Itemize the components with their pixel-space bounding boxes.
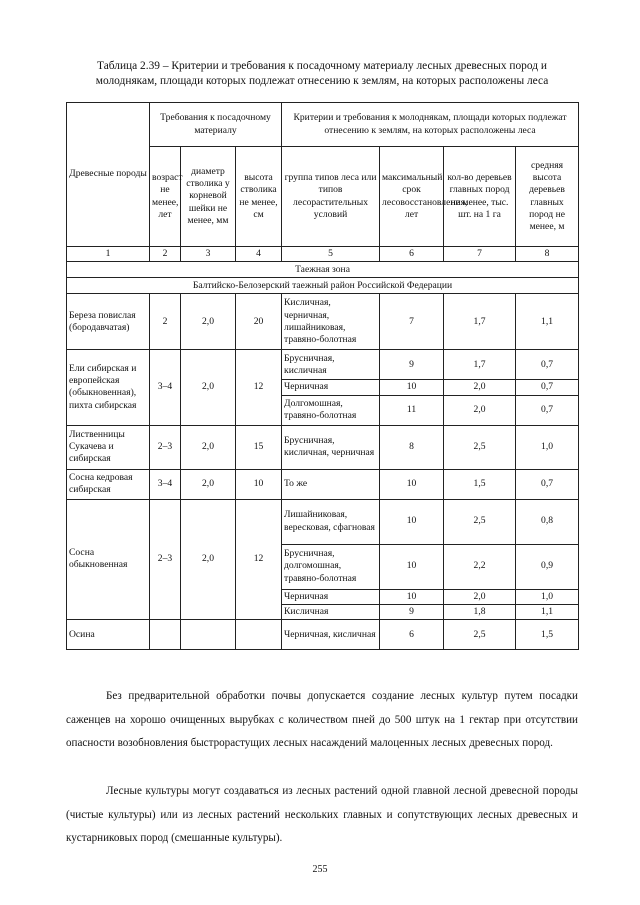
period-cell: 10 (380, 589, 444, 604)
period-cell: 10 (380, 544, 444, 589)
avg-height-cell: 0,7 (516, 469, 579, 499)
period-cell: 10 (380, 380, 444, 395)
period-cell: 8 (380, 425, 444, 469)
forest-type-cell: Черничная, кисличная (282, 620, 380, 650)
species-cell: Сосна кедровая сибирская (67, 469, 150, 499)
paragraph-text: Лесные культуры могут создаваться из лесных растений одной главной лесной древесной породы (чистые культуры) или из лесных растений нескольких главных и сопутствующих лесных древесных и кустарниковых пород (смешанные культуры). (66, 785, 578, 844)
height-cell: 15 (236, 425, 282, 469)
column-number: 7 (444, 247, 516, 262)
species-cell: Лиственницы Сукачева и сибирская (67, 425, 150, 469)
avg-height-cell: 0,9 (516, 544, 579, 589)
height-cell: 12 (236, 350, 282, 425)
header-max-period: максимальный срок лесовосстановления, лет (380, 147, 444, 247)
column-number: 2 (150, 247, 181, 262)
count-cell: 2,5 (444, 425, 516, 469)
header-diameter: диаметр стволика у корневой шейки не менее, мм (181, 147, 236, 247)
avg-height-cell: 0,7 (516, 380, 579, 395)
height-cell: 20 (236, 294, 282, 350)
diameter-cell: 2,0 (181, 469, 236, 499)
period-cell: 11 (380, 395, 444, 425)
species-cell: Сосна обыкновенная (67, 499, 150, 620)
period-cell: 9 (380, 350, 444, 380)
avg-height-cell: 1,0 (516, 425, 579, 469)
height-cell: 12 (236, 499, 282, 620)
count-cell: 2,5 (444, 499, 516, 544)
age-cell: 2 (150, 294, 181, 350)
forest-type-cell: Долгомошная, травяно-болотная (282, 395, 380, 425)
avg-height-cell: 1,1 (516, 604, 579, 619)
paragraph-text: Без предварительной обработки почвы допускается создание лесных культур путем посадки саженцев на хорошо очищенных вырубках с количеством пней до 500 штук на 1 гектар при отсутствии опасности возобновления быстрорастущих лесных насаждений малоценных лесных древесных пород. (66, 690, 578, 749)
forest-type-cell: Лишайниковая, вересковая, сфагновая (282, 499, 380, 544)
header-age: возраст не менее, лет (150, 147, 181, 247)
age-cell: 3–4 (150, 350, 181, 425)
zone-row: Таежная зона (67, 262, 579, 278)
period-cell: 6 (380, 620, 444, 650)
avg-height-cell: 0,7 (516, 350, 579, 380)
paragraph (66, 685, 578, 756)
column-number: 5 (282, 247, 380, 262)
count-cell: 2,0 (444, 380, 516, 395)
header-height: высота стволика не менее, см (236, 147, 282, 247)
page-number: 255 (312, 864, 328, 875)
height-cell (236, 620, 282, 650)
paragraph (66, 780, 578, 851)
period-cell: 9 (380, 604, 444, 619)
avg-height-cell: 1,1 (516, 294, 579, 350)
height-cell: 10 (236, 469, 282, 499)
diameter-cell: 2,0 (181, 425, 236, 469)
forest-type-cell: Черничная (282, 380, 380, 395)
diameter-cell (181, 620, 236, 650)
forest-type-cell: То же (282, 469, 380, 499)
column-number: 4 (236, 247, 282, 262)
forest-type-cell: Брусничная, кисличная, черничная (282, 425, 380, 469)
period-cell: 7 (380, 294, 444, 350)
avg-height-cell: 0,8 (516, 499, 579, 544)
column-number: 1 (67, 247, 150, 262)
diameter-cell: 2,0 (181, 294, 236, 350)
avg-height-cell: 1,5 (516, 620, 579, 650)
column-number: 3 (181, 247, 236, 262)
count-cell: 1,8 (444, 604, 516, 619)
diameter-cell: 2,0 (181, 499, 236, 620)
age-cell: 3–4 (150, 469, 181, 499)
criteria-table (66, 102, 579, 650)
age-cell: 2–3 (150, 499, 181, 620)
table-caption: Таблица 2.39 – Критерии и требования к посадочному материалу лесных древесных пород и молоднякам, площади которых подлежат отнесению к землям, на которых расположены леса (95, 60, 549, 87)
species-cell: Осина (67, 620, 150, 650)
column-numbers-row (67, 247, 579, 262)
count-cell: 1,7 (444, 350, 516, 380)
diameter-cell: 2,0 (181, 350, 236, 425)
column-number: 8 (516, 247, 579, 262)
forest-type-cell: Кисличная, черничная, лишайниковая, травяно-болотная (282, 294, 380, 350)
count-cell: 2,0 (444, 395, 516, 425)
avg-height-cell: 0,7 (516, 395, 579, 425)
header-avg-height: средняя высота деревьев главных пород не менее, м (516, 147, 579, 247)
header-trees-count: кол-во деревьев главных пород не менее, тыс. шт. на 1 га (444, 147, 516, 247)
count-cell: 2,2 (444, 544, 516, 589)
species-cell: Береза повислая (бородавчатая) (67, 294, 150, 350)
period-cell: 10 (380, 499, 444, 544)
header-forest-type: группа типов леса или типов лесорастительных условий (282, 147, 380, 247)
forest-type-cell: Черничная (282, 589, 380, 604)
header-species: Древесные породы (67, 103, 150, 247)
forest-type-cell: Брусничная, долгомошная, травяно-болотная (282, 544, 380, 589)
header-planting-material: Требования к посадочному материалу (150, 103, 282, 147)
species-cell: Ели сибирская и европейская (обыкновенная), пихта сибирская (67, 350, 150, 425)
avg-height-cell: 1,0 (516, 589, 579, 604)
count-cell: 2,0 (444, 589, 516, 604)
region-row: Балтийско-Белозерский таежный район Российской Федерации (67, 278, 579, 294)
age-cell (150, 620, 181, 650)
count-cell: 1,7 (444, 294, 516, 350)
forest-type-cell: Кисличная (282, 604, 380, 619)
age-cell: 2–3 (150, 425, 181, 469)
count-cell: 1,5 (444, 469, 516, 499)
forest-type-cell: Брусничная, кисличная (282, 350, 380, 380)
count-cell: 2,5 (444, 620, 516, 650)
column-number: 6 (380, 247, 444, 262)
period-cell: 10 (380, 469, 444, 499)
header-young-stands: Критерии и требования к молоднякам, площади которых подлежат отнесению к землям, на которых расположены леса (282, 103, 579, 147)
